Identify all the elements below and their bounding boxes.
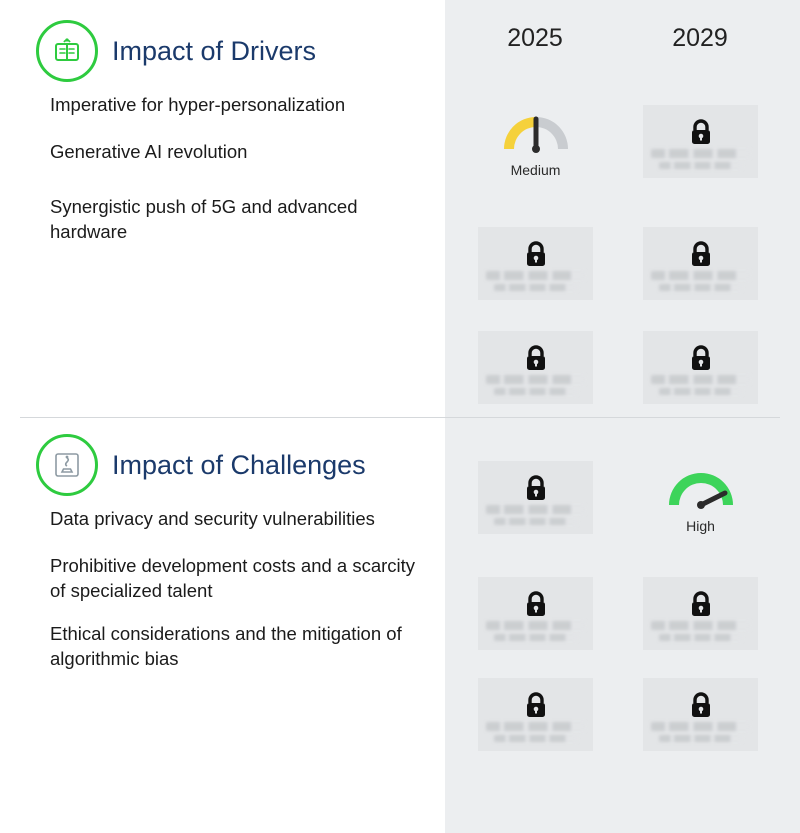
blurred-text-line bbox=[486, 271, 585, 280]
column-header-2029: 2029 bbox=[672, 24, 728, 52]
blurred-text-line bbox=[494, 518, 577, 525]
locked-placeholder bbox=[478, 577, 593, 650]
list-item: Prohibitive development costs and a scarcity of specialized talent bbox=[50, 555, 416, 601]
cell-challenges-r1-c2025[interactable] bbox=[478, 577, 593, 650]
locked-placeholder bbox=[478, 331, 593, 404]
gauge-value-label: High bbox=[686, 518, 715, 534]
lock-icon bbox=[684, 115, 718, 149]
cell-drivers-r2-c2025[interactable] bbox=[478, 331, 593, 404]
lock-icon bbox=[684, 688, 718, 722]
cell-drivers-r2-c2029[interactable] bbox=[643, 331, 758, 404]
locked-placeholder bbox=[643, 678, 758, 751]
cell-drivers-r1-c2025[interactable] bbox=[478, 227, 593, 300]
locked-placeholder bbox=[478, 227, 593, 300]
lock-icon bbox=[684, 587, 718, 621]
drivers-badge-icon bbox=[36, 20, 98, 82]
blurred-text-line bbox=[659, 735, 742, 742]
cell-drivers-r0-c2025[interactable] bbox=[478, 105, 593, 178]
cell-challenges-r2-c2029[interactable] bbox=[643, 678, 758, 751]
lock-icon bbox=[519, 587, 553, 621]
blurred-text-line bbox=[651, 621, 750, 630]
list-item: Ethical considerations and the mitigation of algorithmic bias bbox=[50, 623, 402, 669]
list-item: Synergistic push of 5G and advanced hardware bbox=[50, 196, 358, 242]
section-challenges bbox=[0, 432, 445, 689]
list-item: Imperative for hyper-personalization bbox=[50, 94, 346, 115]
lock-icon bbox=[519, 688, 553, 722]
cell-challenges-r0-c2029[interactable] bbox=[643, 461, 758, 534]
cell-challenges-r2-c2025[interactable] bbox=[478, 678, 593, 751]
lock-icon bbox=[519, 341, 553, 375]
section-drivers bbox=[0, 18, 445, 268]
blurred-text-line bbox=[659, 388, 742, 395]
blurred-text-line bbox=[659, 634, 742, 641]
blurred-text-line bbox=[494, 284, 577, 291]
cell-challenges-r0-c2025[interactable] bbox=[478, 461, 593, 534]
blurred-text-line bbox=[486, 621, 585, 630]
locked-placeholder bbox=[478, 678, 593, 751]
locked-placeholder bbox=[478, 461, 593, 534]
blurred-text-line bbox=[494, 735, 577, 742]
gauge-value-label: Medium bbox=[510, 162, 561, 178]
locked-placeholder bbox=[643, 105, 758, 178]
lock-icon bbox=[684, 237, 718, 271]
blurred-text-line bbox=[651, 149, 750, 158]
blurred-text-line bbox=[651, 271, 750, 280]
blurred-text-line bbox=[494, 388, 577, 395]
section-divider bbox=[20, 417, 780, 418]
cell-drivers-r0-c2029[interactable] bbox=[643, 105, 758, 178]
locked-placeholder bbox=[643, 577, 758, 650]
blurred-text-line bbox=[486, 375, 585, 384]
section-challenges-header bbox=[0, 432, 445, 498]
cell-challenges-r1-c2029[interactable] bbox=[643, 577, 758, 650]
blurred-text-line bbox=[659, 162, 742, 169]
gauge-arc-icon bbox=[496, 105, 576, 153]
locked-placeholder bbox=[643, 227, 758, 300]
lock-icon bbox=[684, 341, 718, 375]
locked-placeholder bbox=[643, 331, 758, 404]
blurred-text-line bbox=[486, 505, 585, 514]
cell-drivers-r1-c2029[interactable] bbox=[643, 227, 758, 300]
gauge-medium bbox=[478, 105, 593, 178]
section-challenges-title: Impact of Challenges bbox=[112, 449, 366, 480]
column-header-2025: 2025 bbox=[507, 24, 563, 52]
gauge-high bbox=[643, 461, 758, 534]
challenges-item-list bbox=[0, 506, 445, 671]
blurred-text-line bbox=[659, 284, 742, 291]
lock-icon bbox=[519, 237, 553, 271]
blurred-text-line bbox=[494, 634, 577, 641]
list-item: Data privacy and security vulnerabilities bbox=[50, 508, 375, 529]
drivers-item-list bbox=[0, 92, 445, 244]
blurred-text-line bbox=[651, 375, 750, 384]
lock-icon bbox=[519, 471, 553, 505]
section-drivers-header bbox=[0, 18, 445, 84]
section-drivers-title: Impact of Drivers bbox=[112, 35, 317, 66]
blurred-text-line bbox=[486, 722, 585, 731]
challenges-badge-icon bbox=[36, 434, 98, 496]
list-item: Generative AI revolution bbox=[50, 141, 248, 162]
blurred-text-line bbox=[651, 722, 750, 731]
gauge-arc-icon bbox=[661, 461, 741, 509]
